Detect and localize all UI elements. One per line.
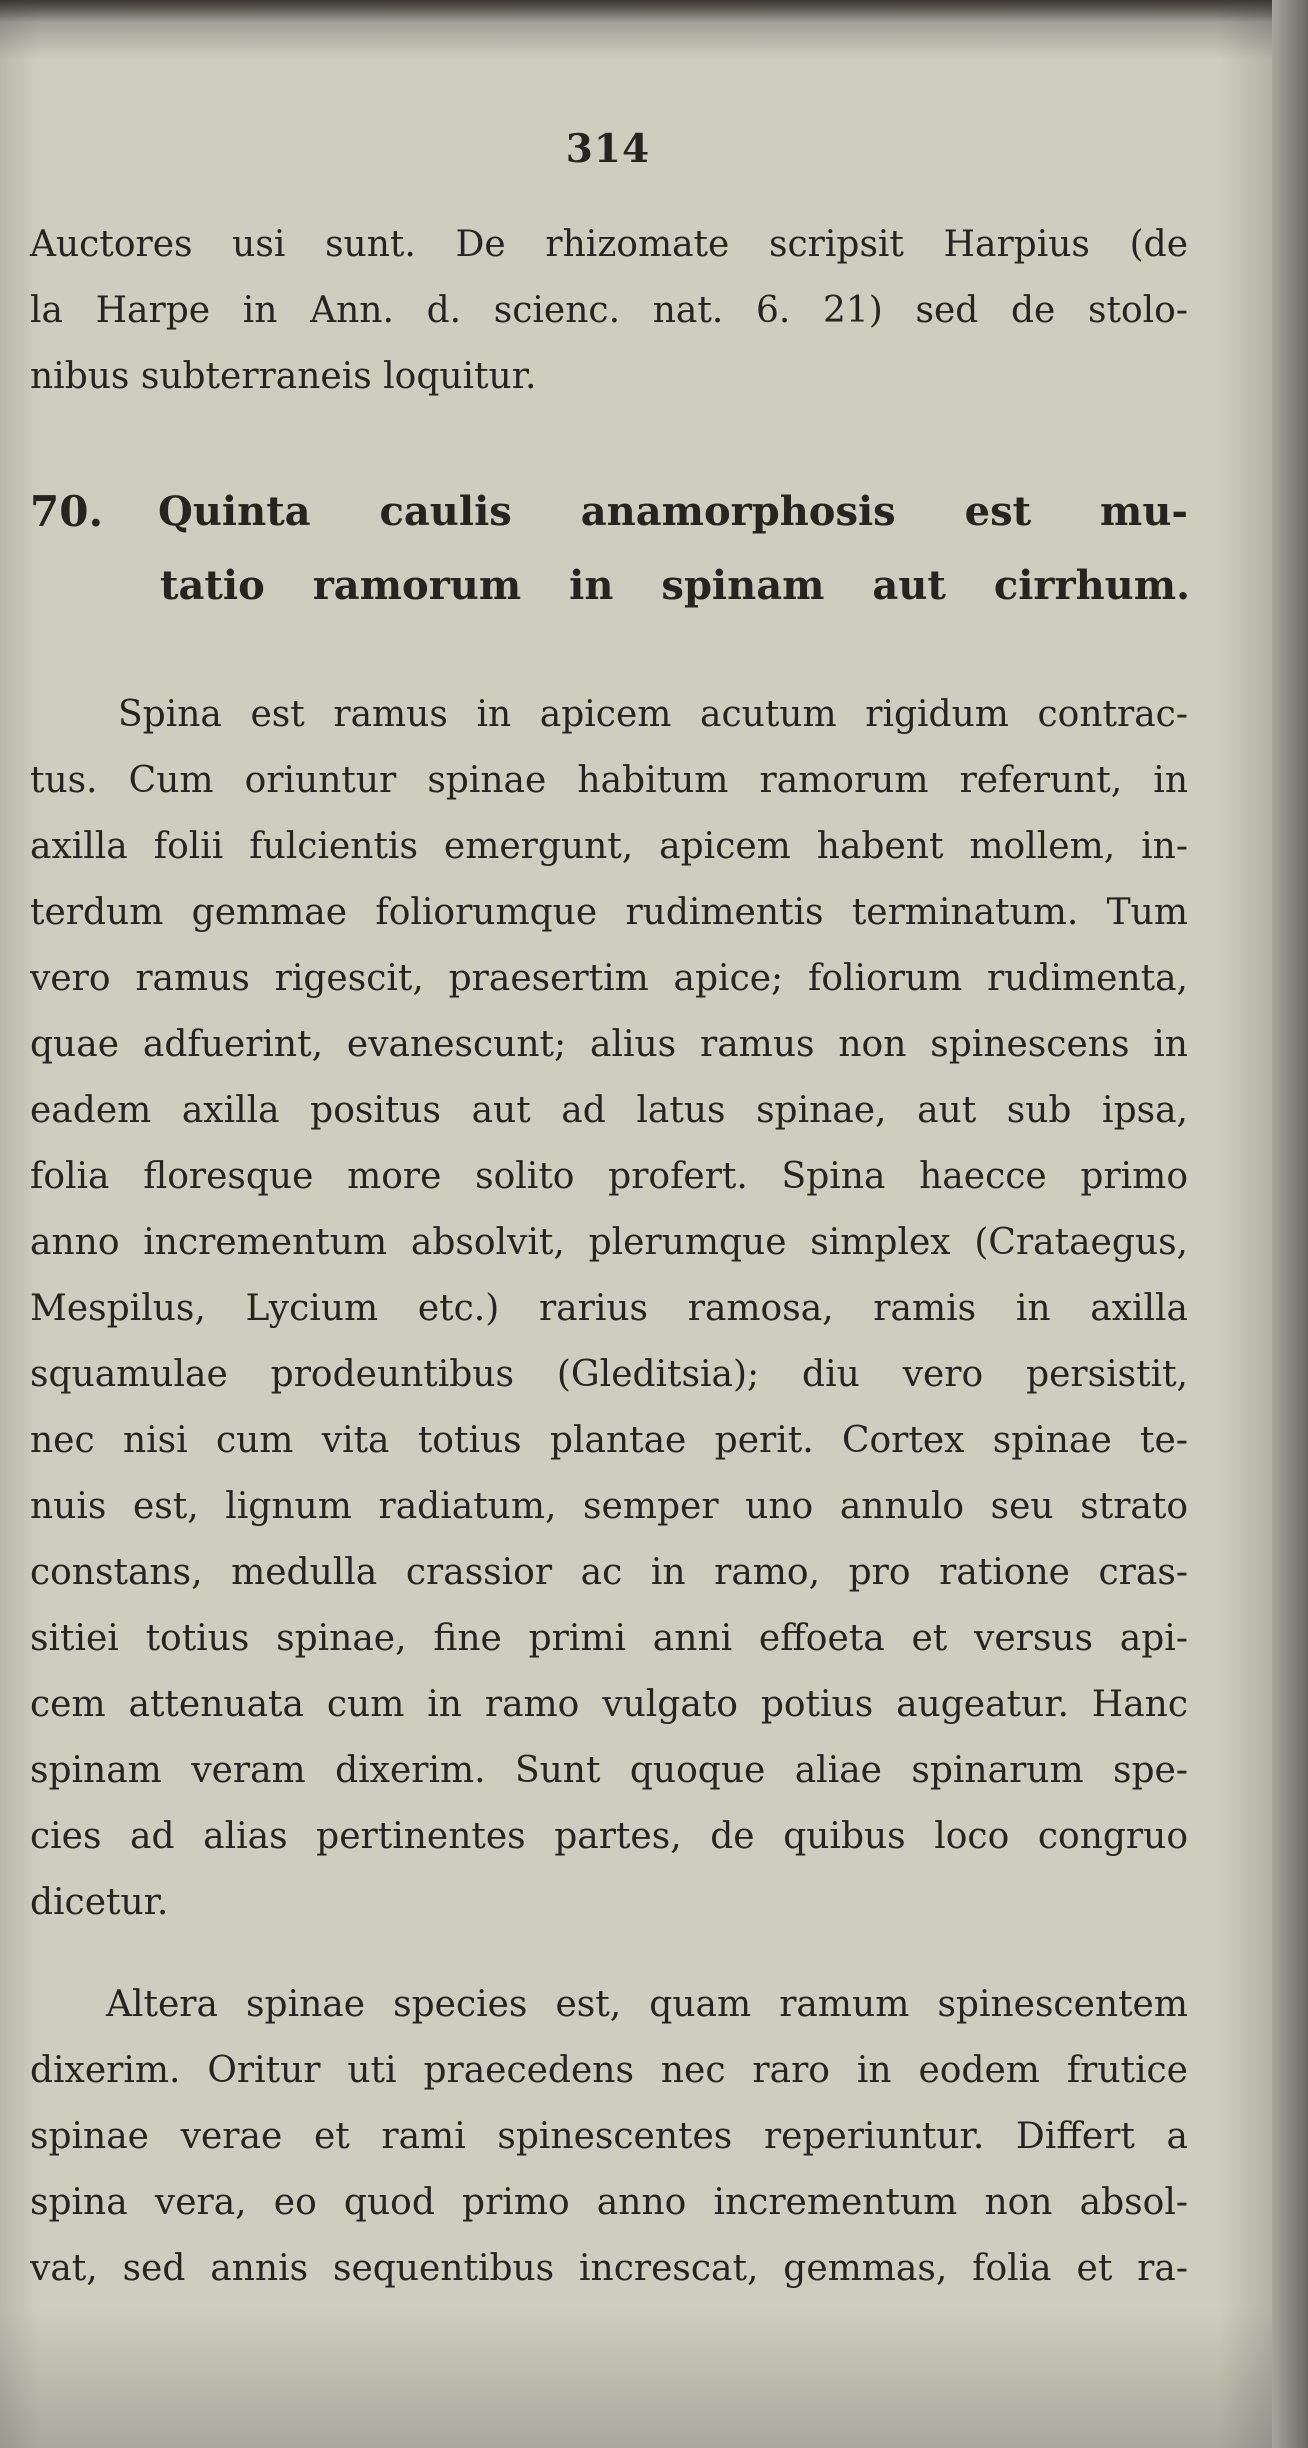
section-title-line: Quinta caulis anamorphosis est mu- [158,488,1188,535]
text-line: Auctores usi sunt. De rhizomate scripsit Harpius (de [30,224,1188,265]
text-line: spinae verae et rami spinescentes reperiuntur. Differt a [30,2116,1188,2157]
text-line: nibus subterraneis loquitur. [30,356,537,397]
text-line: folia floresque more solito profert. Spina haecce primo [30,1156,1188,1197]
text-line: vero ramus rigescit, praesertim apice; foliorum rudimenta, [30,958,1188,999]
text-line: tus. Cum oriuntur spinae habitum ramorum referunt, in [30,760,1188,801]
text-line: eadem axilla positus aut ad latus spinae, aut sub ipsa, [30,1090,1188,1131]
text-line: Spina est ramus in apicem acutum rigidum contrac- [118,694,1188,735]
text-line: terdum gemmae foliorumque rudimentis terminatum. Tum [30,892,1188,933]
body-paragraph [30,682,1188,1936]
text-line: sitiei totius spinae, fine primi anni effoeta et versus api- [30,1618,1188,1659]
text-line: anno incrementum absolvit, plerumque simplex (Crataegus, [30,1222,1188,1263]
page-edge [1272,0,1308,2448]
text-line: cies ad alias pertinentes partes, de quibus loco congruo [30,1816,1188,1857]
section-number: 70. [30,487,104,536]
text-line: Altera spinae species est, quam ramum spinescentem [106,1984,1188,2025]
text-line: Mespilus, Lycium etc.) rarius ramosa, ramis in axilla [30,1288,1188,1329]
text-line: cem attenuata cum in ramo vulgato potius augeatur. Hanc [30,1684,1188,1725]
text-line: la Harpe in Ann. d. scienc. nat. 6. 21) sed de stolo- [30,290,1188,331]
section-title-line: tatio ramorum in spinam aut cirrhum. [160,562,1190,609]
text-line: dixerim. Oritur uti praecedens nec raro in eodem frutice [30,2050,1188,2091]
section-heading [30,474,1188,634]
text-line: vat, sed annis sequentibus increscat, gemmas, folia et ra- [30,2248,1188,2289]
continuation-paragraph [30,212,1188,410]
text-line: axilla folii fulcientis emergunt, apicem habent mollem, in- [30,826,1188,867]
text-line: nec nisi cum vita totius plantae perit. Cortex spinae te- [30,1420,1188,1461]
text-line: squamulae prodeuntibus (Gleditsia); diu vero persistit, [30,1354,1188,1395]
text-line: nuis est, lignum radiatum, semper uno annulo seu strato [30,1486,1188,1527]
text-line: spinam veram dixerim. Sunt quoque aliae spinarum spe- [30,1750,1188,1791]
text-line: dicetur. [30,1882,169,1923]
top-shadow [0,0,1308,22]
body-paragraph [30,1972,1188,2302]
text-line: quae adfuerint, evanescunt; alius ramus non spinescens in [30,1024,1188,1065]
text-line: spina vera, eo quod primo anno incrementum non absol- [30,2182,1188,2223]
text-line: constans, medulla crassior ac in ramo, pro ratione cras- [30,1552,1188,1593]
page-number: 314 [565,126,651,172]
